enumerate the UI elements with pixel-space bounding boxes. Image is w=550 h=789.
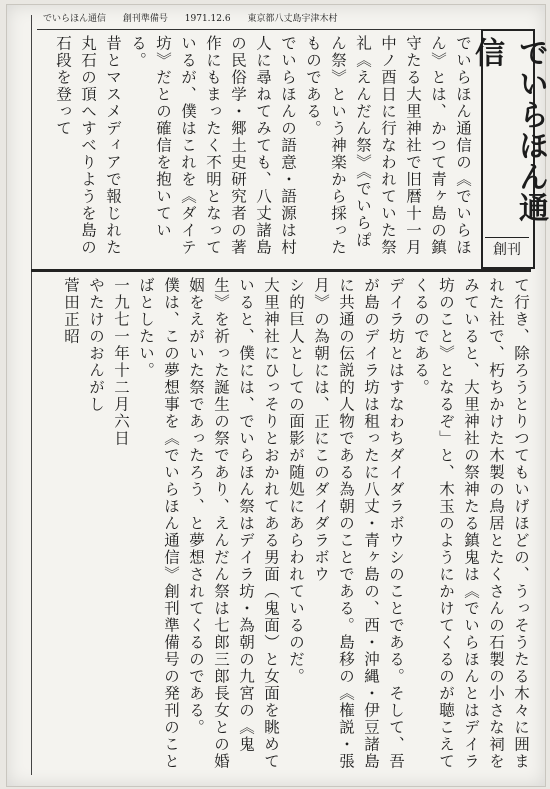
bottom-article: [43, 277, 533, 777]
header-newsletter-name: でいらほん通信: [43, 14, 107, 24]
bottom-paragraph-4: 大里神社にひっそりとおかれてある男面（鬼面）と女面を眺めていると、僕には、でいらほん祭はデイラ坊・為朝の九宮の《鬼生》を祈った誕生の祭であり、えんだん祭は七郎三郎長女との婚姻をえがいた祭であったろう、と夢想されてくるのである。: [187, 277, 280, 770]
signature-date: 一九七一年十二月六日: [112, 277, 130, 447]
margin-divider: [31, 15, 32, 775]
bottom-paragraph-5: 僕は、この夢想事を《でいらほん通信》創刊準備号の発刊のことばとしたい。: [137, 277, 180, 770]
header-divider: [37, 29, 507, 30]
top-paragraph-2: でいらほんの語意・語源は村人に尋ねてみても、八丈諸島の民俗学・郷土史研究者の著作にもまったく不明となっているが、僕はこれを《ダイテ坊》だとの確信を抱いている。: [129, 35, 297, 256]
header-date: 1971.12.6: [184, 14, 231, 24]
signature-note: やたけのおんがし: [87, 277, 105, 413]
newsletter-page: [6, 4, 546, 787]
newsletter-title: でいらほん通信: [469, 37, 548, 223]
issue-stamp: 創刊: [485, 237, 529, 262]
signature-author: 菅田正昭: [62, 277, 80, 345]
header-issue-label: 創刊準備号: [122, 14, 168, 24]
bottom-paragraph-1: て行き、除ろうとりつてもいげほどの、うっそうたる木々に囲まれた社で、朽ちかけた木製の鳥居とたくさんの石製の小さな祠をみていると、大里神社の祭神たる鎮鬼は《でいらほんとはデイラ坊のこと》となるぞ」と、木玉のようにかけてくるのが聴こえてくるのである。: [412, 277, 530, 770]
top-paragraph-3: 昔とマスメディアで報じれた丸石の頂へすべりようを島の石段を登って: [54, 35, 122, 256]
bottom-paragraph-3: シ的巨人としての面影が随処にあらわれているのだ。: [287, 277, 305, 685]
bottom-paragraph-2: デイラ坊とはすなわちダイダラボウシのことである。そして、吾が島のデイラ坊は租ったに八丈・青ヶ島の、西・沖縄・伊豆諸島に共通の伝説的人物である為朝のことである。島移の《権説・張月》の為朝には、正にこのダイダラボウ: [312, 277, 405, 770]
section-divider: [31, 269, 531, 272]
top-paragraph-1: でいらほん通信の《でいらほん》とは、かつて青ヶ島の鎮守たる大里神社で旧暦十一月中ノ酉日に行なわれていた祭礼《えんだん祭》《でいらぽん祭》という神楽から採ったものである。: [304, 35, 472, 256]
header-note: 東京都八丈島宇津木村: [247, 14, 338, 24]
top-article: [43, 35, 475, 265]
title-box: [469, 29, 548, 269]
header-strip: [43, 11, 443, 29]
